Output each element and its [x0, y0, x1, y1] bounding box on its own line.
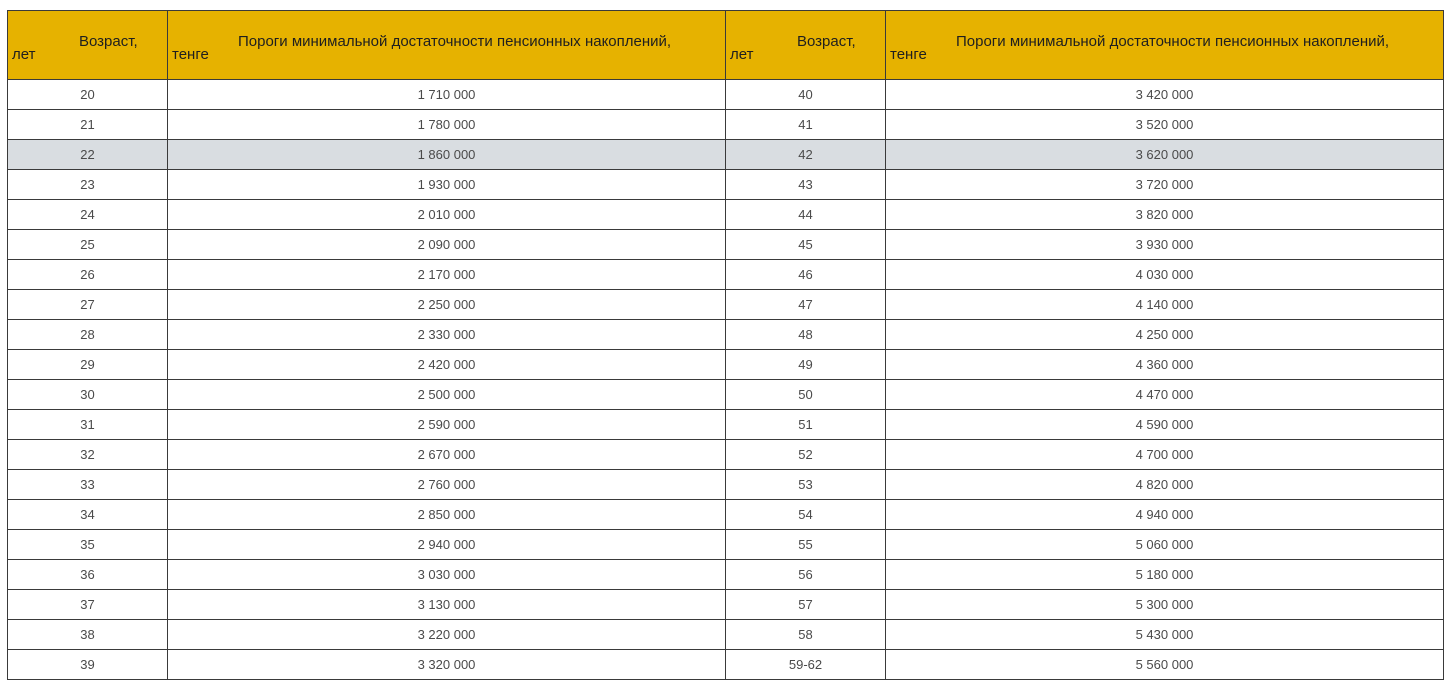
threshold-cell: 3 520 000: [886, 110, 1444, 140]
threshold-cell: 5 300 000: [886, 590, 1444, 620]
threshold-cell: 3 420 000: [886, 80, 1444, 110]
age-cell: 47: [726, 290, 886, 320]
threshold-cell: 2 090 000: [168, 230, 726, 260]
threshold-cell: 4 470 000: [886, 380, 1444, 410]
table-row: [8, 410, 1444, 440]
age-cell: 28: [8, 320, 168, 350]
threshold-cell: 4 820 000: [886, 470, 1444, 500]
threshold-cell: 4 590 000: [886, 410, 1444, 440]
age-cell: 59-62: [726, 650, 886, 680]
age-cell: 49: [726, 350, 886, 380]
pension-threshold-table: [7, 10, 1444, 680]
threshold-cell: 1 930 000: [168, 170, 726, 200]
table-row: [8, 650, 1444, 680]
threshold-cell: 4 250 000: [886, 320, 1444, 350]
header-threshold-unit: тенге: [172, 46, 209, 63]
threshold-cell: 3 220 000: [168, 620, 726, 650]
threshold-cell: 2 850 000: [168, 500, 726, 530]
table-row: [8, 530, 1444, 560]
threshold-cell: 3 130 000: [168, 590, 726, 620]
threshold-cell: 2 670 000: [168, 440, 726, 470]
table-row: [8, 590, 1444, 620]
table-row: [8, 260, 1444, 290]
age-cell: 33: [8, 470, 168, 500]
age-cell: 39: [8, 650, 168, 680]
age-cell: 45: [726, 230, 886, 260]
age-cell: 53: [726, 470, 886, 500]
threshold-cell: 3 320 000: [168, 650, 726, 680]
threshold-cell: 5 060 000: [886, 530, 1444, 560]
threshold-cell: 2 420 000: [168, 350, 726, 380]
age-cell: 50: [726, 380, 886, 410]
table-row: [8, 80, 1444, 110]
threshold-cell: 4 030 000: [886, 260, 1444, 290]
threshold-cell: 2 760 000: [168, 470, 726, 500]
threshold-cell: 3 620 000: [886, 140, 1444, 170]
table-body: [8, 80, 1444, 680]
age-cell: 46: [726, 260, 886, 290]
threshold-cell: 2 940 000: [168, 530, 726, 560]
age-cell: 43: [726, 170, 886, 200]
age-cell: 30: [8, 380, 168, 410]
header-threshold-label: Пороги минимальной достаточности пенсионных накоплений,: [238, 33, 672, 50]
threshold-cell: 4 700 000: [886, 440, 1444, 470]
age-cell: 41: [726, 110, 886, 140]
age-cell: 40: [726, 80, 886, 110]
threshold-cell: 3 720 000: [886, 170, 1444, 200]
table-row: [8, 170, 1444, 200]
age-cell: 38: [8, 620, 168, 650]
header-threshold-left: [168, 11, 726, 80]
age-cell: 25: [8, 230, 168, 260]
age-cell: 54: [726, 500, 886, 530]
age-cell: 24: [8, 200, 168, 230]
table-row: [8, 290, 1444, 320]
threshold-cell: 2 500 000: [168, 380, 726, 410]
age-cell: 57: [726, 590, 886, 620]
age-cell: 51: [726, 410, 886, 440]
age-cell: 23: [8, 170, 168, 200]
header-threshold-right: [886, 11, 1444, 80]
threshold-cell: 5 180 000: [886, 560, 1444, 590]
age-cell: 52: [726, 440, 886, 470]
threshold-cell: 5 560 000: [886, 650, 1444, 680]
table-row: [8, 620, 1444, 650]
header-age-label: Возраст,: [797, 33, 856, 50]
threshold-cell: 4 360 000: [886, 350, 1444, 380]
threshold-cell: 1 860 000: [168, 140, 726, 170]
age-cell: 44: [726, 200, 886, 230]
age-cell: 36: [8, 560, 168, 590]
table-row: [8, 440, 1444, 470]
header-age-label: Возраст,: [79, 33, 138, 50]
age-cell: 42: [726, 140, 886, 170]
table-row: [8, 380, 1444, 410]
header-age-unit: лет: [12, 46, 36, 63]
threshold-cell: 4 140 000: [886, 290, 1444, 320]
age-cell: 35: [8, 530, 168, 560]
header-threshold-unit: тенге: [890, 46, 927, 63]
header-age-unit: лет: [730, 46, 754, 63]
header-age-left: [8, 11, 168, 80]
threshold-cell: 5 430 000: [886, 620, 1444, 650]
threshold-cell: 2 330 000: [168, 320, 726, 350]
table-row: [8, 110, 1444, 140]
table-row: [8, 500, 1444, 530]
table-row: [8, 200, 1444, 230]
table-row: [8, 230, 1444, 260]
age-cell: 58: [726, 620, 886, 650]
table-row: [8, 140, 1444, 170]
age-cell: 48: [726, 320, 886, 350]
table-row: [8, 470, 1444, 500]
pension-threshold-table-container: [7, 10, 1443, 680]
table-row: [8, 350, 1444, 380]
age-cell: 27: [8, 290, 168, 320]
age-cell: 55: [726, 530, 886, 560]
threshold-cell: 2 170 000: [168, 260, 726, 290]
threshold-cell: 4 940 000: [886, 500, 1444, 530]
age-cell: 31: [8, 410, 168, 440]
header-threshold-label: Пороги минимальной достаточности пенсионных накоплений,: [956, 33, 1390, 50]
age-cell: 20: [8, 80, 168, 110]
age-cell: 29: [8, 350, 168, 380]
threshold-cell: 3 030 000: [168, 560, 726, 590]
threshold-cell: 3 820 000: [886, 200, 1444, 230]
age-cell: 21: [8, 110, 168, 140]
table-row: [8, 320, 1444, 350]
threshold-cell: 2 250 000: [168, 290, 726, 320]
table-row: [8, 560, 1444, 590]
threshold-cell: 1 710 000: [168, 80, 726, 110]
age-cell: 34: [8, 500, 168, 530]
age-cell: 32: [8, 440, 168, 470]
threshold-cell: 2 590 000: [168, 410, 726, 440]
threshold-cell: 1 780 000: [168, 110, 726, 140]
age-cell: 37: [8, 590, 168, 620]
age-cell: 22: [8, 140, 168, 170]
threshold-cell: 3 930 000: [886, 230, 1444, 260]
table-header-row: [8, 11, 1444, 80]
threshold-cell: 2 010 000: [168, 200, 726, 230]
header-age-right: [726, 11, 886, 80]
age-cell: 26: [8, 260, 168, 290]
age-cell: 56: [726, 560, 886, 590]
